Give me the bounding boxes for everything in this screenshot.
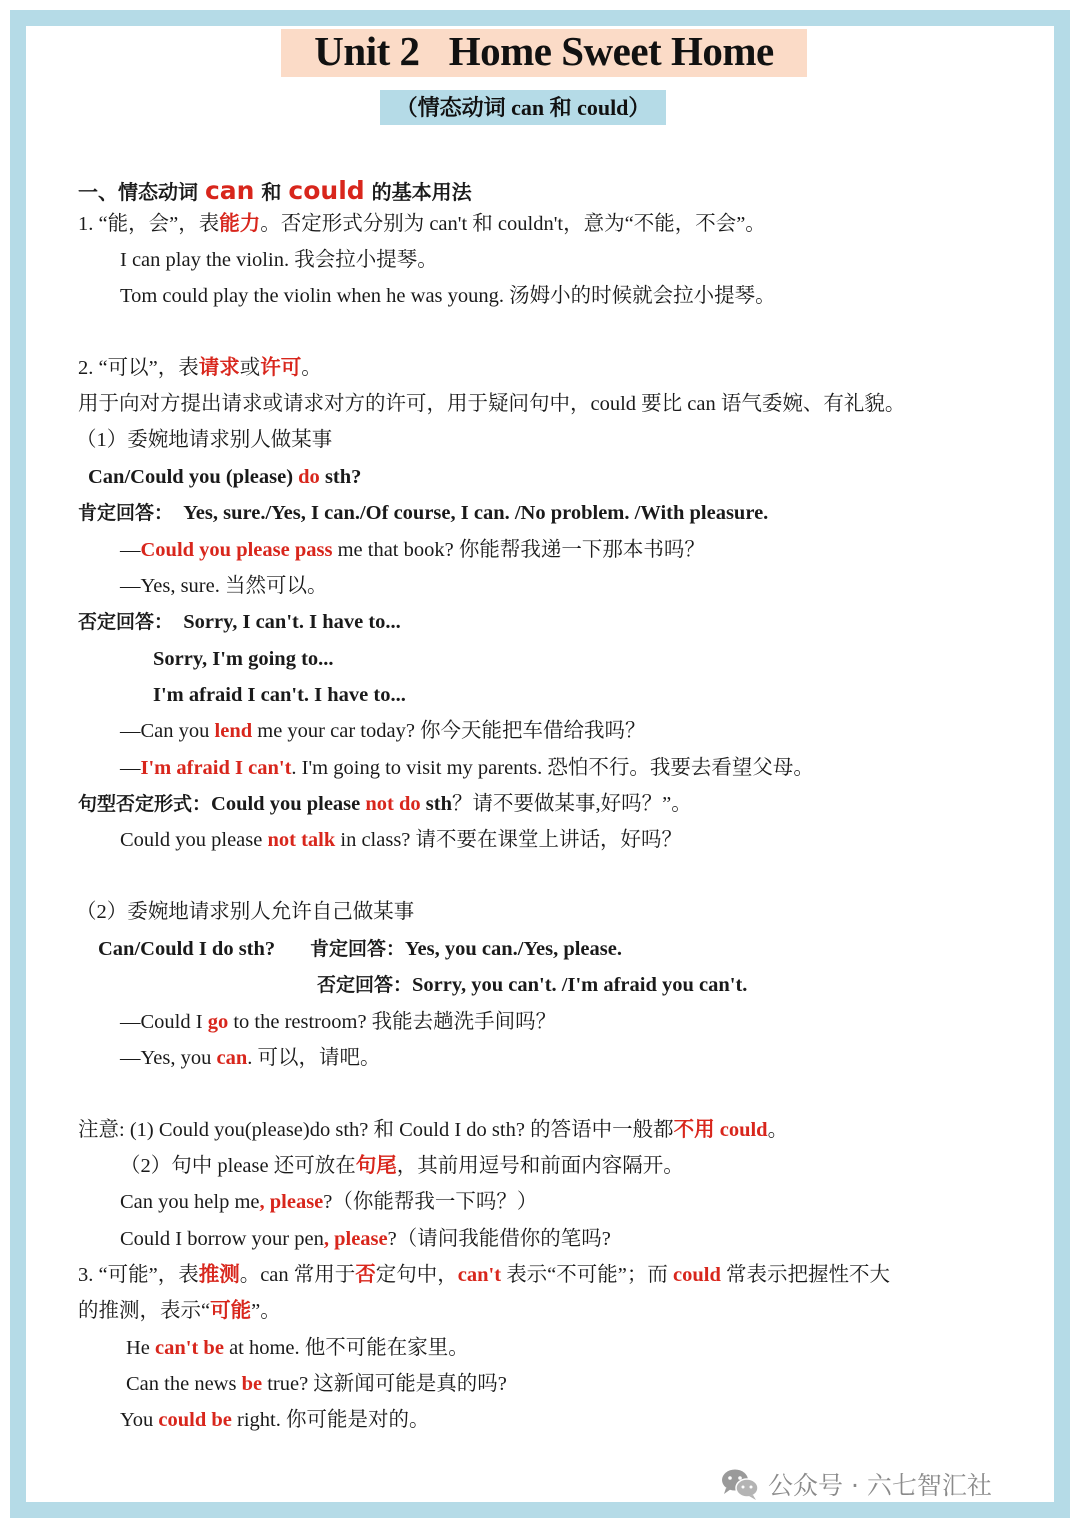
- text: Can/Could you (please): [88, 466, 299, 488]
- text: You: [120, 1409, 159, 1431]
- highlight: could be: [158, 1409, 232, 1431]
- text: （2）句中 please 还可放在: [120, 1155, 356, 1177]
- highlight: 许可: [260, 357, 302, 379]
- description-line: 用于向对方提出请求或请求对方的许可，用于疑问句中，could 要比 can 语气委婉、有礼貌。: [78, 393, 906, 415]
- point-1-line: [78, 210, 766, 238]
- text: . 可以，请吧。: [247, 1047, 381, 1069]
- page-subtitle: （情态动词 can 和 could）: [380, 90, 666, 125]
- text: 。: [301, 357, 322, 379]
- text: 的推测，表示“: [78, 1300, 211, 1322]
- text: He: [126, 1337, 156, 1359]
- highlight: Could you please pass: [140, 539, 333, 561]
- highlight: , please: [323, 1228, 388, 1250]
- highlight: can't: [457, 1264, 502, 1286]
- text: right. 你可能是对的。: [231, 1409, 430, 1431]
- positive-answer-line: [78, 499, 768, 527]
- point-3-line: [78, 1297, 281, 1325]
- pattern-line: [98, 935, 275, 963]
- pattern-line: [88, 463, 361, 491]
- highlight: 句尾: [355, 1155, 397, 1177]
- point-2-line: [78, 354, 322, 382]
- highlight: 否: [355, 1264, 376, 1286]
- heading-could: could: [288, 176, 365, 205]
- highlight: not do: [365, 793, 421, 815]
- highlight: , please: [259, 1191, 324, 1213]
- positive-answer-line: [310, 935, 622, 963]
- text: ”。: [251, 1300, 281, 1322]
- text: Can/Could I do sth?: [98, 938, 276, 960]
- wechat-icon: [720, 1467, 760, 1501]
- dialogue-line: [120, 717, 646, 745]
- example-line: [120, 1225, 611, 1253]
- text: 注意: (1) Could you(please)do sth? 和 Could I do sth? 的答语中一般都: [78, 1119, 674, 1141]
- text: 或: [239, 357, 261, 379]
- point-3-line: [78, 1261, 890, 1289]
- text: ，其前用逗号和前面内容隔开。: [396, 1155, 684, 1177]
- label: 句型否定形式：: [78, 793, 212, 815]
- text: 。can 常用于: [239, 1264, 356, 1286]
- text: 3. “可能”，表: [78, 1264, 199, 1286]
- dialogue-line: [120, 754, 814, 782]
- text: —Could I: [120, 1011, 208, 1033]
- negative-answer-line: [317, 971, 747, 999]
- text: to the restroom? 我能去趟洗手间吗？: [228, 1011, 557, 1033]
- text: ？请不要做某事,好吗？”。: [451, 793, 692, 815]
- heading-can: can: [204, 176, 255, 205]
- text: Could you please: [120, 829, 268, 851]
- example-line: [126, 1334, 469, 1362]
- label: 肯定回答：: [310, 938, 406, 960]
- example-line: [120, 1406, 429, 1434]
- text: 1. “能，会”，表: [78, 213, 220, 235]
- highlight: do: [298, 466, 320, 488]
- text: me your car today? 你今天能把车借给我吗？: [252, 720, 646, 742]
- text: —: [120, 539, 141, 561]
- text: Could you please: [211, 793, 366, 815]
- dialogue-line: —Yes, sure. 当然可以。: [120, 575, 328, 597]
- text: Yes, you can./Yes, please.: [405, 938, 622, 960]
- highlight: 不用: [673, 1119, 715, 1141]
- negative-form-line: [78, 790, 692, 818]
- text: at home. 他不可能在家里。: [223, 1337, 469, 1359]
- highlight: 能力: [219, 213, 261, 235]
- text: sth?: [319, 466, 362, 488]
- text: 。: [767, 1119, 789, 1141]
- highlight: not talk: [267, 829, 336, 851]
- subheading: （2）委婉地请求别人允许自己做某事: [76, 901, 415, 923]
- text: Could I borrow your pen: [120, 1228, 324, 1250]
- example-line: Tom could play the violin when he was young. 汤姆小的时候就会拉小提琴。: [120, 285, 776, 307]
- example-line: I can play the violin. 我会拉小提琴。: [120, 249, 438, 271]
- highlight: I'm afraid I can't: [140, 757, 292, 779]
- highlight: could: [714, 1119, 768, 1141]
- heading-text: 和: [254, 180, 289, 204]
- text: 表示“不可能”；而: [501, 1264, 674, 1286]
- text: in class? 请不要在课堂上讲话，好吗？: [335, 829, 683, 851]
- subheading: （1）委婉地请求别人做某事: [76, 429, 333, 451]
- text: Sorry, I can't. I have to...: [173, 611, 401, 633]
- highlight: lend: [214, 720, 253, 742]
- example-line: [120, 826, 682, 854]
- text: 常表示把握性不大: [720, 1264, 890, 1286]
- text: ?（请问我能借你的笔吗?: [387, 1228, 611, 1250]
- text: Can you help me: [120, 1191, 260, 1213]
- text: ?（你能帮我一下吗？）: [323, 1191, 538, 1213]
- dialogue-line: [120, 1008, 556, 1036]
- note-line: [120, 1152, 684, 1180]
- text: me that book? 你能帮我递一下那本书吗？: [332, 539, 705, 561]
- text: . I'm going to visit my parents. 恐怕不行。我要去看望父母。: [291, 757, 814, 779]
- negative-answer-line: [78, 608, 401, 636]
- text: —: [120, 757, 141, 779]
- highlight: 推测: [198, 1264, 240, 1286]
- text: 定句中，: [375, 1264, 458, 1286]
- text: sth: [420, 793, 452, 815]
- heading-text: 的基本用法: [364, 180, 472, 204]
- highlight: 可能: [210, 1300, 252, 1322]
- negative-answer-line: I'm afraid I can't. I have to...: [153, 684, 406, 706]
- label: 否定回答：: [78, 611, 174, 633]
- highlight: 请求: [198, 357, 240, 379]
- label: 肯定回答：: [78, 502, 174, 524]
- page-title: Unit 2 Home Sweet Home: [314, 28, 774, 74]
- highlight: go: [207, 1011, 229, 1033]
- dialogue-line: [120, 1044, 380, 1072]
- watermark-text: 公众号 · 六七智汇社: [768, 1471, 992, 1500]
- heading-text: 一、情态动词: [78, 180, 205, 204]
- highlight: can't be: [155, 1337, 224, 1359]
- text: —Yes, you: [120, 1047, 217, 1069]
- highlight: be: [241, 1373, 263, 1395]
- text: true? 这新闻可能是真的吗?: [262, 1373, 507, 1395]
- watermark: [720, 1466, 992, 1502]
- example-line: [120, 1188, 537, 1216]
- example-line: [126, 1370, 507, 1398]
- highlight: could: [673, 1264, 721, 1286]
- text: —Can you: [120, 720, 215, 742]
- text: 2. “可以”，表: [78, 357, 199, 379]
- label: 否定回答：: [317, 974, 413, 996]
- dialogue-line: [120, 536, 705, 564]
- text: Sorry, you can't. /I'm afraid you can't.: [412, 974, 748, 996]
- highlight: can: [216, 1047, 248, 1069]
- section-heading: [78, 176, 472, 206]
- text: Yes, sure./Yes, I can./Of course, I can. /No problem. /With pleasure.: [173, 502, 769, 524]
- text: 。否定形式分别为 can't 和 couldn't，意为“不能，不会”。: [260, 213, 766, 235]
- negative-answer-line: Sorry, I'm going to...: [153, 648, 334, 670]
- note-line: [78, 1116, 788, 1144]
- text: Can the news: [126, 1373, 242, 1395]
